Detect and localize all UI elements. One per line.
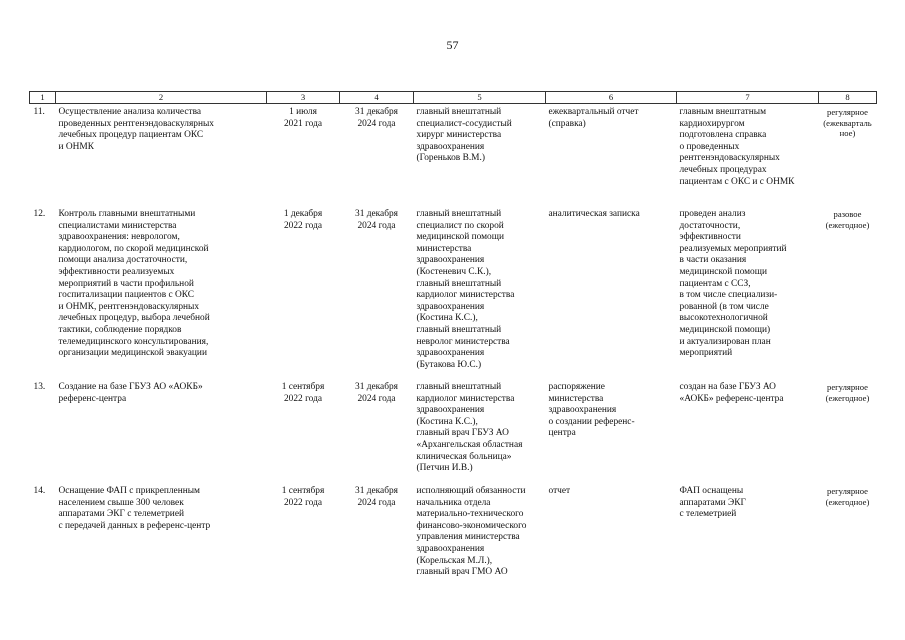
column-header: 8 — [819, 92, 877, 104]
activity-cell: Оснащение ФАП с прикрепленным населением свыше 300 человек аппаратами ЭКГ с телеметрией с передачей данных в референс-центр — [58, 486, 211, 531]
result-cell: главным внештатным кардиохирургом подготовлена справка о проведенных рентгенэндоваскулярных лечебных процедурах пациентам с ОКС и с ОНМК — [679, 107, 795, 187]
row-number: 14. — [33, 486, 46, 496]
activity-cell: Создание на базе ГБУЗ АО «АОКБ» референс-центра — [58, 382, 203, 404]
table-row — [30, 379, 877, 483]
start-date-cell: 1 сентября 2022 года — [281, 486, 325, 508]
end-date-cell: 31 декабря 2024 года — [355, 486, 398, 508]
column-header: 6 — [546, 92, 677, 104]
page-number: 57 — [446, 38, 459, 52]
table-row — [30, 483, 877, 586]
table-row — [30, 206, 877, 379]
document-cell: отчет — [548, 486, 571, 496]
periodicity-cell: регулярное (ежегодное) — [825, 382, 870, 403]
responsible-cell: главный внештатный специалист по скорой медицинской помощи министерства здравоохранения (Костеневич С.К.), главный внештатный кардиолог министерства здравоохранения (Костина К.С.), главный внештатный невролог министерства здравоохранения (Бутакова Ю.С.) — [416, 209, 515, 370]
result-cell: ФАП оснащены аппаратами ЭКГ с телеметрией — [679, 486, 746, 520]
table-header-row — [30, 92, 877, 104]
end-date-cell: 31 декабря 2024 года — [355, 107, 398, 129]
activity-cell: Осуществление анализа количества проведенных рентгенэндоваскулярных лечебных процедур пациентам ОКС и ОНМК — [58, 107, 214, 152]
end-date-cell: 31 декабря 2024 года — [355, 382, 398, 404]
activity-cell: Контроль главными внештатными специалистами министерства здравоохранения: неврологом, кардиологом, по скорой медицинской помощи анализа достаточности, эффективности реализуемых мероприятий в части профильной госпитализации пациентов с ОКС и ОНМК, рентгенэндоваскулярных лечебных процедур, выбора лечебной тактики, соблюдение порядков телемедицинского консультирования, организации медицинской эвакуации — [58, 209, 210, 359]
document-cell: распоряжение министерства здравоохранения о создании референс- центра — [548, 382, 635, 439]
row-number: 11. — [33, 107, 45, 117]
end-date-cell: 31 декабря 2024 года — [355, 209, 398, 231]
result-cell: создан на базе ГБУЗ АО «АОКБ» референс-центра — [679, 382, 784, 404]
document-cell: ежеквартальный отчет (справка) — [548, 107, 639, 129]
start-date-cell: 1 декабря 2022 года — [283, 209, 323, 231]
start-date-cell: 1 июля 2021 года — [283, 107, 323, 129]
periodicity-cell: разовое (ежегодное) — [825, 209, 870, 230]
start-date-cell: 1 сентября 2022 года — [281, 382, 325, 404]
row-number: 12. — [33, 209, 46, 219]
column-header: 7 — [677, 92, 819, 104]
column-header: 3 — [267, 92, 340, 104]
table-row — [30, 104, 877, 207]
document-cell: аналитическая записка — [548, 209, 640, 219]
responsible-cell: главный внештатный кардиолог министерства здравоохранения (Костина К.С.), главный врач ГБУЗ АО «Архангельская областная клиническая больница» (Петчин И.В.) — [416, 382, 523, 474]
column-header: 5 — [414, 92, 546, 104]
periodicity-cell: регулярное (ежекварталь ное) — [823, 107, 872, 139]
responsible-cell: исполняющий обязанности начальника отдела материально-технического финансово-экономического управления министерства здравоохранения (Корельская М.Л.), главный врач ГМО АО — [416, 486, 527, 578]
column-header: 2 — [56, 92, 267, 104]
column-header: 4 — [340, 92, 414, 104]
column-header: 1 — [30, 92, 56, 104]
responsible-cell: главный внештатный специалист-сосудистый хирург министерства здравоохранения (Гореньков В.М.) — [416, 107, 512, 164]
row-number: 13. — [33, 382, 46, 392]
periodicity-cell: регулярное (ежегодное) — [825, 486, 870, 507]
result-cell: проведен анализ достаточности, эффективности реализуемых мероприятий в части оказания медицинской помощи пациентам с ССЗ, в том числе специализи- рованной (в том числе высокотехнологичной медицинской помощи) и актуализирован план мероприятий — [679, 209, 787, 359]
activities-table — [29, 91, 877, 586]
